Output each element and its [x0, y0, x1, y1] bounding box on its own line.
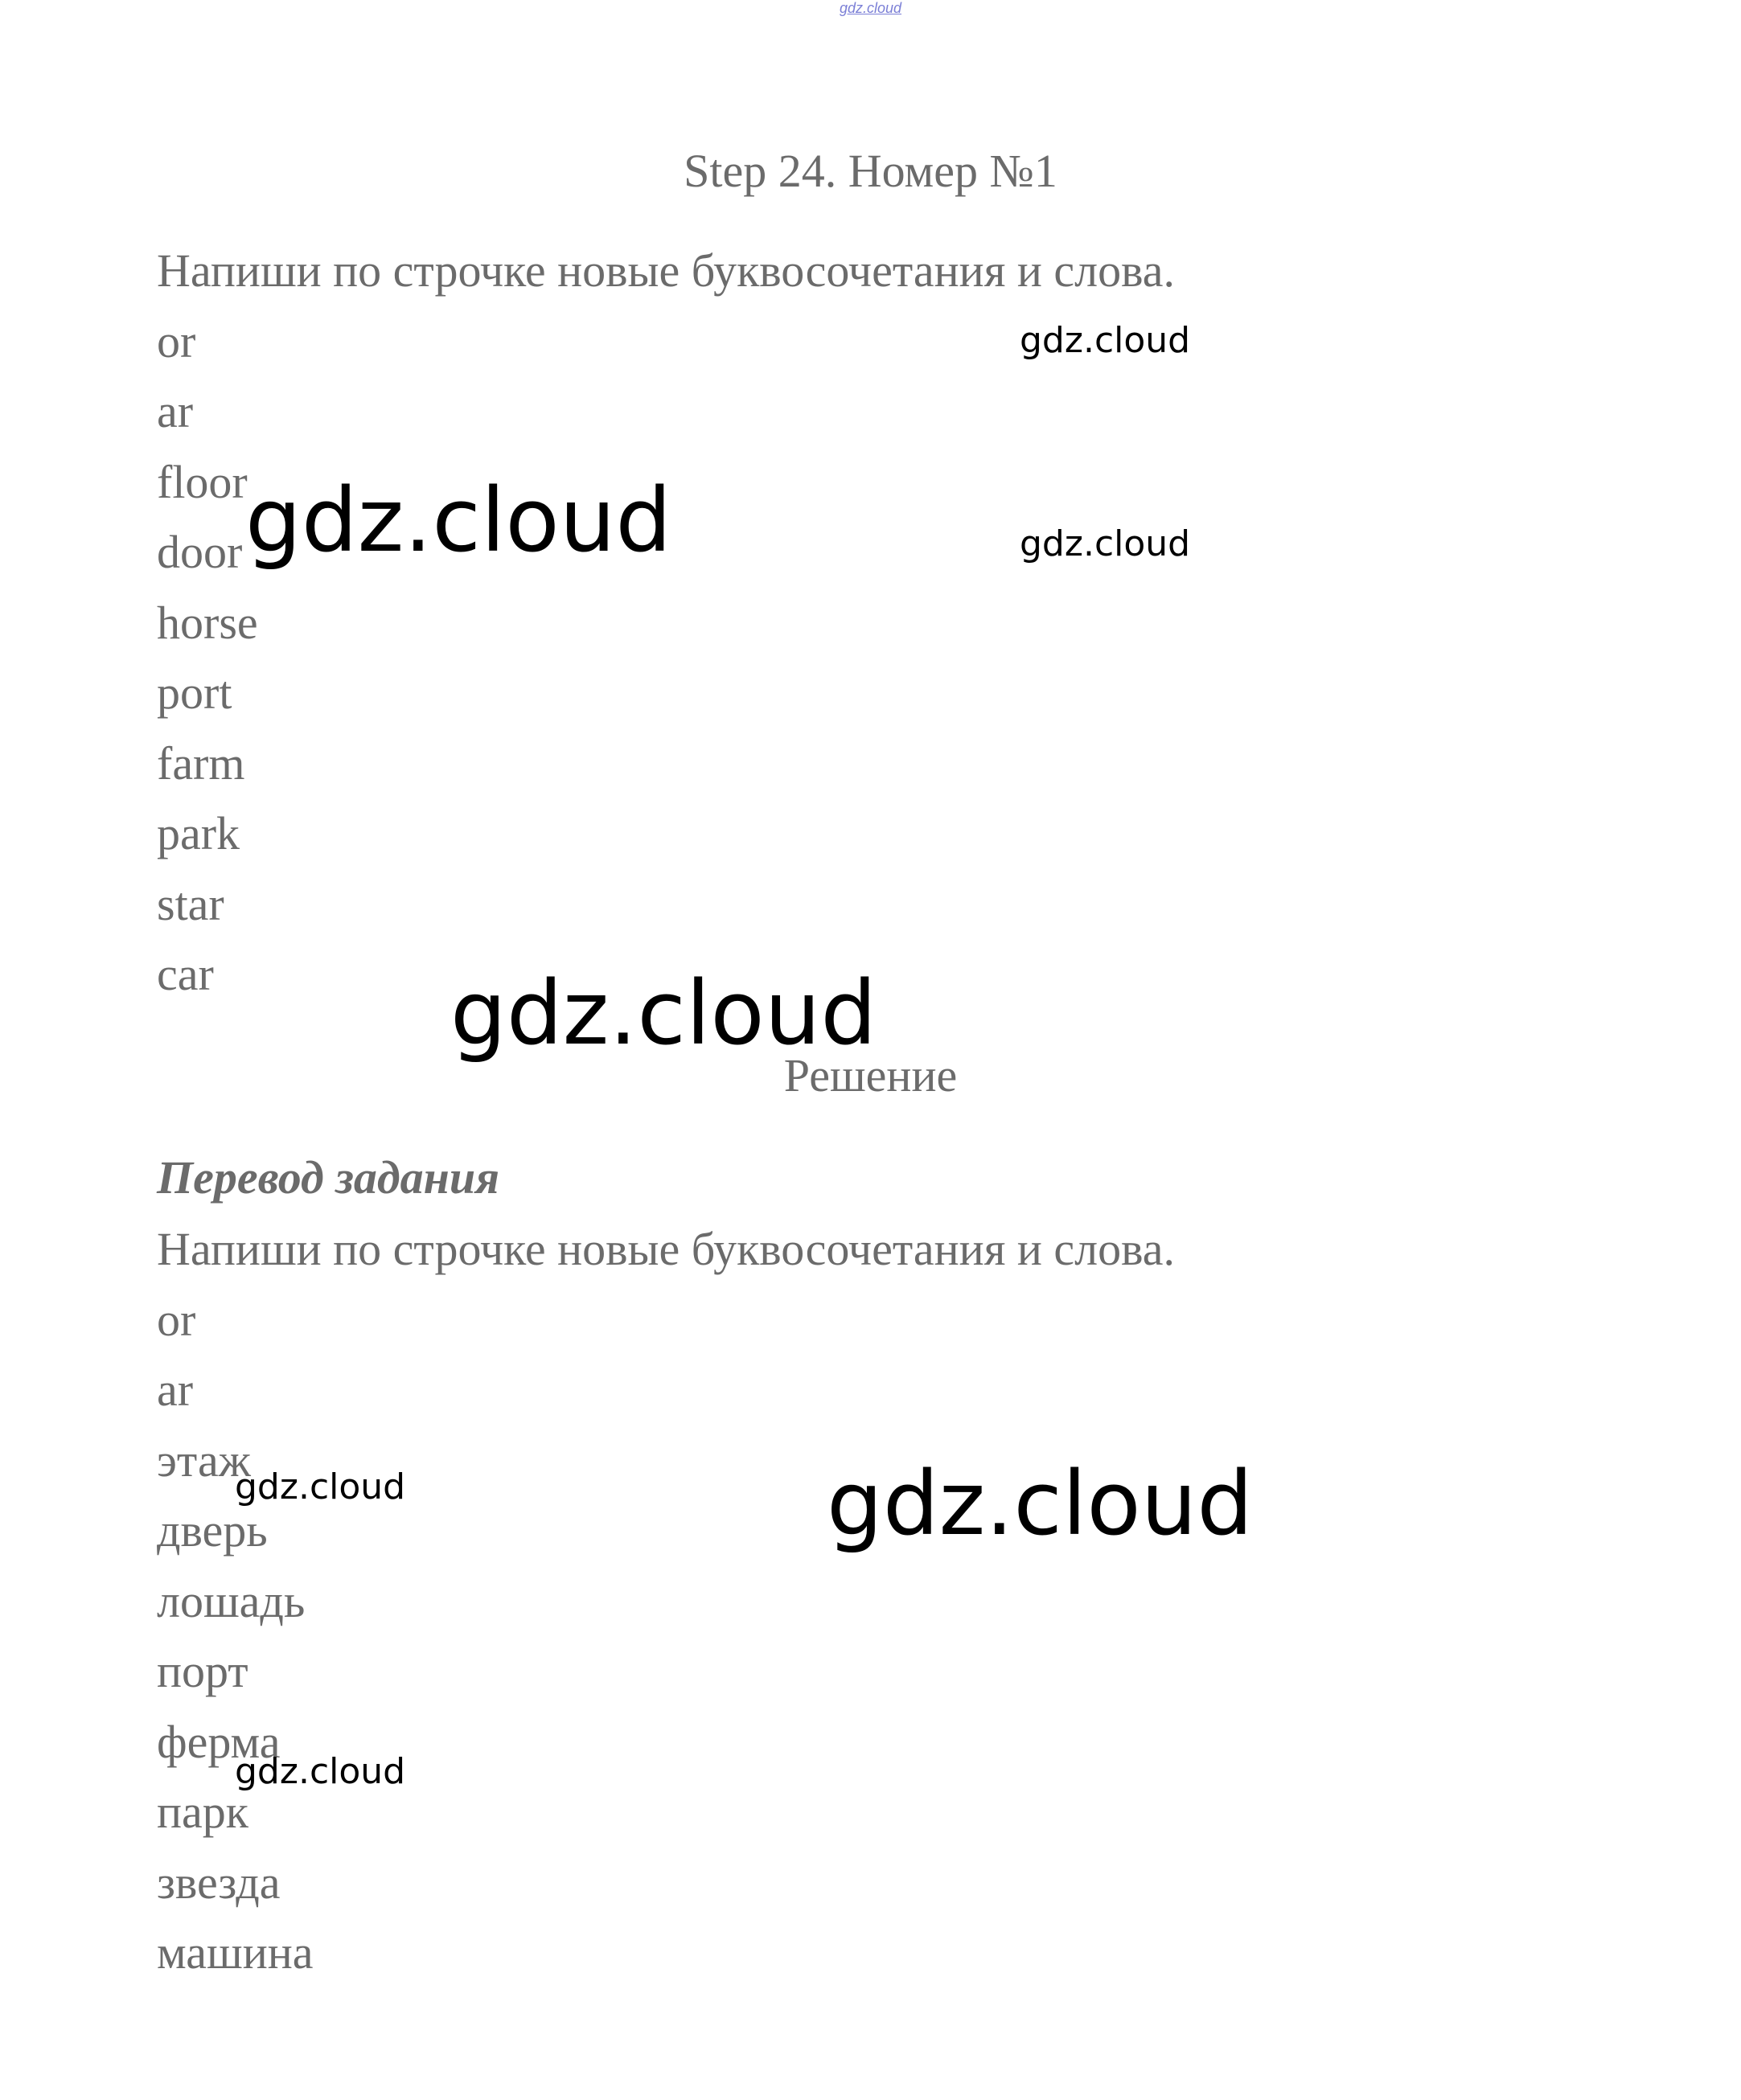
translation-instruction: Напиши по строчке новые буквосочетания и слова. — [157, 1223, 1175, 1275]
task-item: door — [157, 526, 243, 578]
watermark: gdz.cloud — [827, 1452, 1254, 1555]
translation-item: or — [157, 1293, 196, 1346]
watermark: gdz.cloud — [235, 1751, 406, 1792]
watermark: gdz.cloud — [450, 962, 877, 1064]
task-item: or — [157, 314, 196, 367]
task-item: car — [157, 948, 214, 1000]
task-instruction: Напиши по строчке новые буквосочетания и слова. — [157, 244, 1175, 297]
translation-item: парк — [157, 1786, 248, 1838]
translation-item: дверь — [157, 1504, 268, 1557]
top-watermark-link[interactable]: gdz.cloud — [839, 0, 902, 16]
watermark: gdz.cloud — [1020, 320, 1191, 361]
translation-item: этаж — [157, 1433, 251, 1487]
translation-heading: Перевод задания — [157, 1151, 499, 1204]
task-item: park — [157, 807, 240, 859]
task-item: horse — [157, 596, 258, 649]
page-title: Step 24. Номер №1 — [684, 145, 1057, 197]
translation-item: ферма — [157, 1715, 281, 1768]
translation-item: звезда — [157, 1856, 281, 1909]
solution-label: Решение — [783, 1049, 958, 1101]
translation-block — [157, 1214, 1175, 1988]
task-item: floor — [157, 455, 248, 508]
watermark: gdz.cloud — [1020, 523, 1191, 564]
translation-item: машина — [157, 1926, 314, 1979]
watermark: gdz.cloud — [235, 1466, 406, 1507]
translation-item: ar — [157, 1364, 194, 1416]
task-item: star — [157, 877, 224, 930]
translation-item: порт — [157, 1645, 248, 1697]
watermark: gdz.cloud — [245, 469, 672, 572]
task-item: farm — [157, 736, 245, 790]
task-item: port — [157, 667, 232, 719]
translation-item: лошадь — [157, 1574, 306, 1627]
task-item: ar — [157, 385, 194, 437]
